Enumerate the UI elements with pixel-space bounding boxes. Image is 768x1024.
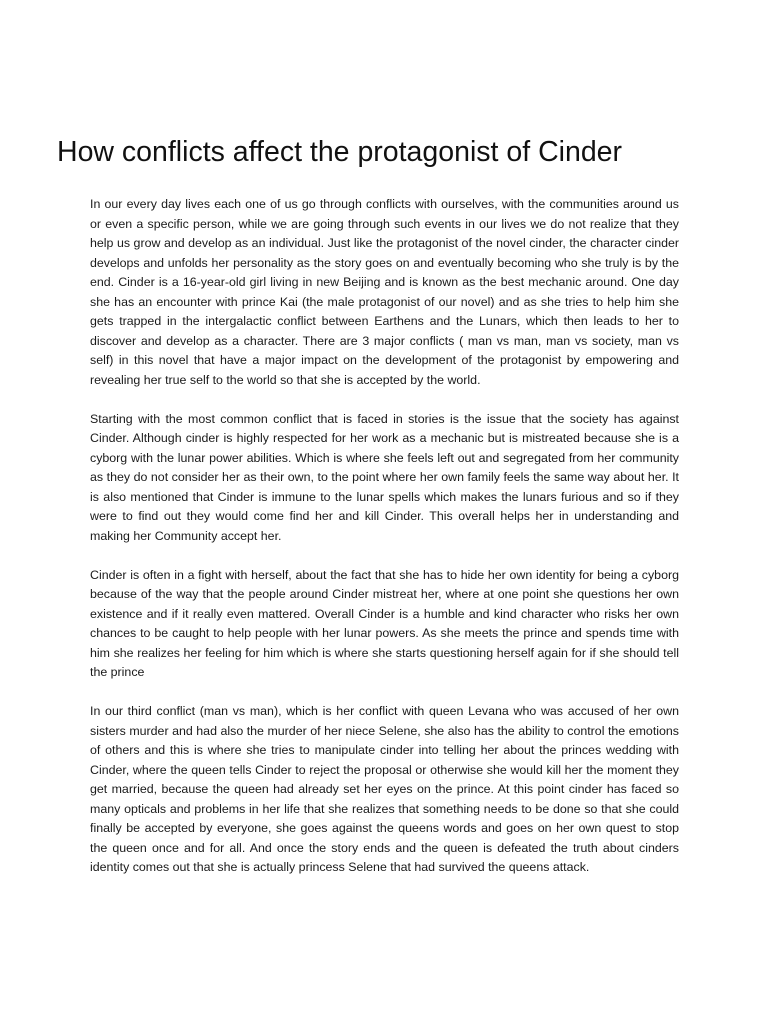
document-title: How conflicts affect the protagonist of Cinder	[57, 136, 623, 168]
document-body	[90, 195, 679, 897]
paragraph-intro: In our every day lives each one of us go through conflicts with ourselves, with the communities around us or even a specific person, while we are going through such events in our lives we do not realize that they help us grow and develop as an individual. Just like the protagonist of the novel cinder, the character cinder develops and unfolds her personality as the story goes on and eventually becoming who she truly is by the end. Cinder is a 16-year-old girl living in new Beijing and is known as the best mechanic around. One day she has an encounter with prince Kai (the male protagonist of our novel) and as she tries to help him she gets trapped in the intergalactic conflict between Earthens and the Lunars, which then leads to her to discover and develop as a character. There are 3 major conflicts ( man vs man, man vs society, man vs self) in this novel that have a major impact on the development of the protagonist by empowering and revealing her true self to the world so that she is accepted by the world.	[90, 197, 679, 387]
paragraph-self-conflict: Cinder is often in a fight with herself, about the fact that she has to hide her own identity for being a cyborg because of the way that the people around Cinder mistreat her, where at one point she questions her own existence and if it really even mattered. Overall Cinder is a humble and kind character who risks her own chances to be caught to help people with her lunar powers. As she meets the prince and spends time with him she realizes her feeling for him which is where she starts questioning herself again for if she should tell the prince	[90, 567, 679, 679]
paragraph-man-conflict: In our third conflict (man vs man), which is her conflict with queen Levana who was accused of her own sisters murder and had also the murder of her niece Selene, she also has the ability to control the emotions of others and this is where she tries to manipulate cinder into telling her about the princes wedding with Cinder, where the queen tells Cinder to reject the proposal or otherwise she would kill her the moment they get married, because the queen had already set her eyes on the prince. At this point cinder has faced so many opticals and problems in her life that she realizes that something needs to be done so that she could finally be accepted by everyone, she goes against the queens words and goes on her own quest to stop the queen once and for all. And once the story ends and the queen is defeated the truth about cinders identity comes out that she is actually princess Selene that had survived the queens attack.	[90, 704, 679, 874]
paragraph-society-conflict: Starting with the most common conflict that is faced in stories is the issue that the society has against Cinder. Although cinder is highly respected for her work as a mechanic but is mistreated because she is a cyborg with the lunar power abilities. Which is where she feels left out and segregated from her community as they do not consider her as their own, to the point where her own family feels the same way about her. It is also mentioned that Cinder is immune to the lunar spells which makes the lunars furious and so if they were to find out they would come find her and kill Cinder. This overall helps her in understanding and making her Community accept her.	[90, 411, 679, 543]
